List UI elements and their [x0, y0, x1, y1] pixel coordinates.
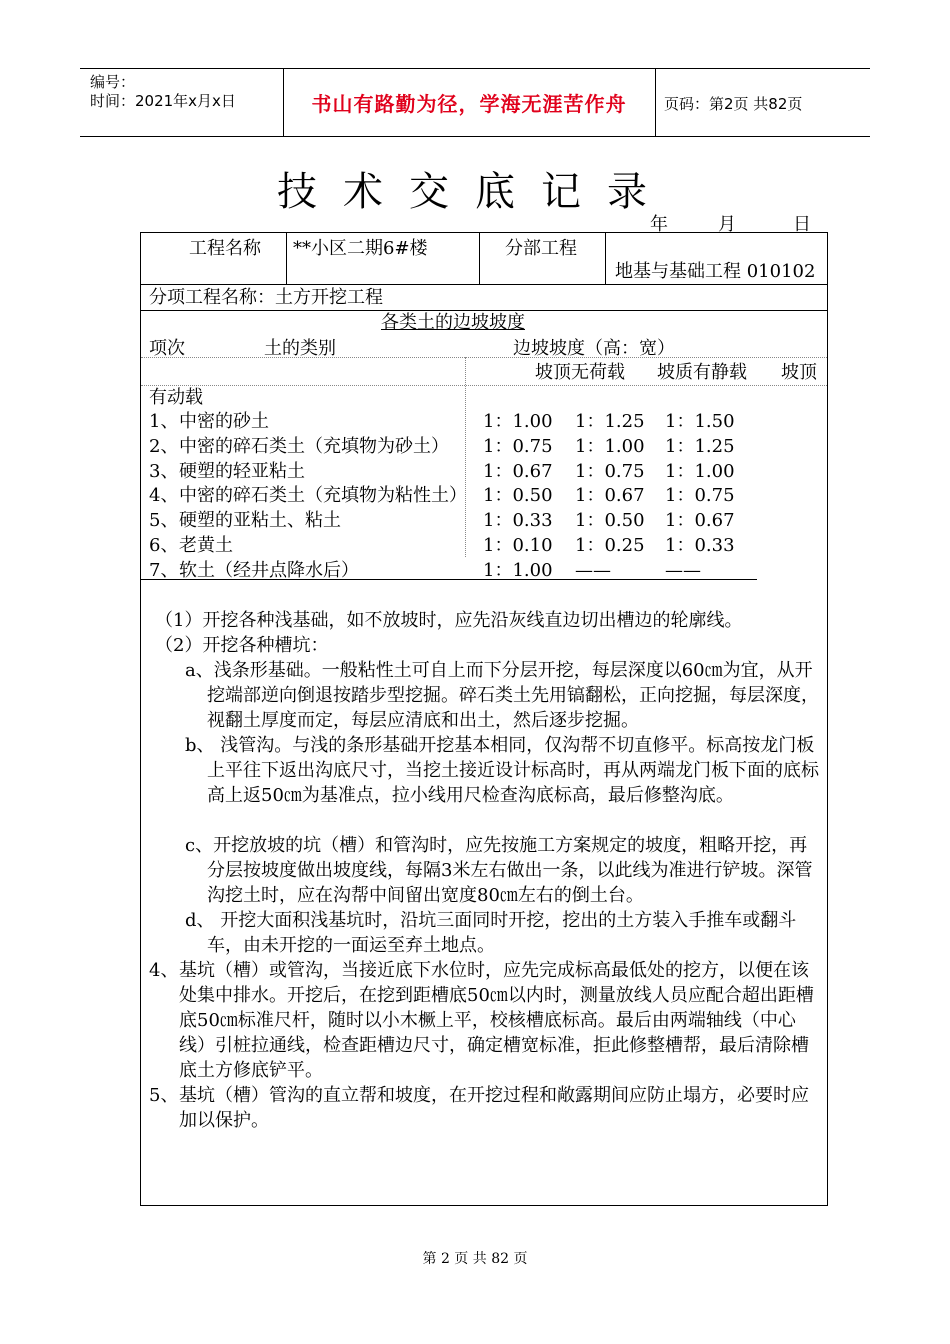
- paragraph-4-number: 4、: [149, 960, 179, 981]
- header-top-rule: [80, 68, 870, 69]
- table-dotted-rule-1: [141, 357, 827, 358]
- table-caption: 各类土的边坡坡度: [381, 312, 525, 333]
- row-soil-type: 中密的砂土: [179, 411, 269, 432]
- info-row-rule: [141, 284, 827, 285]
- row-slope-dynamic-load: 1：0.75: [665, 485, 735, 507]
- row-number: 5、: [149, 510, 179, 532]
- row-slope-static-load: 1：0.25: [575, 535, 645, 556]
- table-bottom-rule: [141, 579, 757, 580]
- row-slope-no-load: 1：0.50: [483, 485, 553, 507]
- document-title: 技术交底记录: [277, 169, 673, 215]
- row-number: 2、: [149, 435, 179, 457]
- row-number: 3、: [149, 460, 179, 482]
- date-day: 日: [793, 214, 811, 235]
- paragraph-5-number: 5、: [149, 1085, 179, 1106]
- paragraph-1: （1）开挖各种浅基础，如不放坡时，应先沿灰线直边切出槽边的轮廓线。: [155, 610, 743, 631]
- row-slope-static-load: 1：0.67: [575, 485, 645, 507]
- record-box: [140, 232, 828, 1206]
- table-col-item: 项次: [149, 338, 185, 359]
- page-footer: 第 2 页 共 82 页: [422, 1251, 528, 1267]
- sub-header-3: 坡顶: [781, 362, 817, 383]
- division-value: 地基与基础工程 010102: [615, 261, 816, 282]
- row-number: 6、: [149, 535, 179, 556]
- row-slope-no-load: 1：1.00: [483, 559, 553, 581]
- table-dotted-divider: [465, 357, 466, 557]
- paragraph-2: （2）开挖各种槽坑：: [155, 635, 329, 656]
- row-slope-static-load: 1：1.00: [575, 435, 645, 457]
- sub-header-1: 坡顶无荷载: [535, 362, 625, 383]
- row-slope-static-load: 1：0.50: [575, 510, 645, 532]
- project-name-value: **小区二期6#楼: [293, 238, 428, 259]
- row-soil-type: 中密的碎石类土（充填物为砂土）: [179, 435, 449, 457]
- row-slope-static-load: 1：0.75: [575, 460, 645, 482]
- row-slope-static-load: ——: [575, 559, 611, 581]
- paragraph-5: 基坑（槽）管沟的直立帮和坡度，在开挖过程和敞露期间应防止塌方，必要时应加以保护。: [179, 1085, 809, 1131]
- row-soil-type: 软土（经井点降水后）: [179, 559, 359, 581]
- paragraph-a: [185, 658, 825, 733]
- header-motto: 书山有路勤为径，学海无涯苦作舟: [311, 92, 627, 116]
- sub-header-2: 坡质有静载: [657, 362, 747, 383]
- row-slope-dynamic-load: 1：1.25: [665, 435, 735, 457]
- row-soil-type: 中密的碎石类土（充填物为粘性土）: [179, 485, 467, 507]
- row-soil-type: 硬塑的轻亚粘土: [179, 460, 305, 482]
- row-slope-no-load: 1：0.67: [483, 460, 553, 482]
- row-number: 1、: [149, 411, 179, 432]
- row-slope-dynamic-load: 1：0.33: [665, 535, 735, 556]
- table-col-slope: 边坡坡度（高：宽）: [513, 338, 675, 359]
- row-slope-static-load: 1：1.25: [575, 411, 645, 432]
- header-divider-right: [655, 68, 656, 136]
- header-page-label: 页码：第2页 共82页: [664, 95, 803, 113]
- paragraph-4: 基坑（槽）或管沟，当接近底下水位时，应先完成标高最低处的挖方，以便在该处集中排水。开挖后，在挖到距槽底50㎝以内时，测量放线人员应配合超出距槽底50㎝标准尺杆，随时以小木橛上平，校核槽底标高。最后由两端轴线（中心线）引桩拉通线，检查距槽边尺寸，确定槽宽标准，拒此修整槽帮，最后清除槽底土方修底铲平。: [179, 960, 814, 1081]
- info-divider-2: [479, 233, 480, 284]
- header-bottom-rule: [80, 136, 870, 137]
- paragraph-a-text: a、浅条形基础。一般粘性土可自上而下分层开挖，每层深度以60㎝为宜，从开挖端部逆向倒退按踏步型挖掘。碎石类土先用镐翻松，正向挖掘，每层深度，视翻土厚度而定，每层应清底和出土，然后逐步挖掘。: [185, 660, 819, 731]
- date-year: 年: [650, 214, 668, 235]
- row-slope-no-load: 1：0.75: [483, 435, 553, 457]
- header-number-label: 编号：: [90, 73, 136, 91]
- row-slope-no-load: 1：1.00: [483, 411, 553, 432]
- project-name-label: 工程名称: [189, 238, 261, 259]
- date-month: 月: [718, 214, 736, 235]
- row-soil-type: 老黄土: [179, 535, 233, 556]
- table-dotted-rule-2: [141, 385, 827, 386]
- row-slope-dynamic-load: 1：0.67: [665, 510, 735, 532]
- table-col-soil: 土的类别: [264, 338, 336, 359]
- row-slope-dynamic-load: 1：1.50: [665, 411, 735, 432]
- paragraph-c: [185, 833, 825, 908]
- section-label: 有动载: [149, 387, 203, 408]
- row-slope-dynamic-load: ——: [665, 559, 701, 581]
- row-slope-dynamic-load: 1：1.00: [665, 460, 735, 482]
- row-slope-no-load: 1：0.33: [483, 510, 553, 532]
- header-time-label: 时间：2021年x月x日: [90, 92, 236, 110]
- paragraph-c-text: c、开挖放坡的坑（槽）和管沟时，应先按施工方案规定的坡度，粗略开挖，再分层按坡度做出坡度线，每隔3米左右做出一条，以此线为准进行铲坡。深管沟挖土时，应在沟帮中间留出宽度80㎝左右的倒土台。: [185, 835, 813, 906]
- row-soil-type: 硬塑的亚粘土、粘土: [179, 510, 341, 532]
- info-divider-1: [286, 233, 287, 284]
- subitem-name: 分项工程名称：土方开挖工程: [149, 287, 383, 308]
- division-label: 分部工程: [505, 238, 577, 259]
- paragraph-d-text: d、 开挖大面积浅基坑时，沿坑三面同时开挖，挖出的土方装入手推车或翻斗车，由未开挖的一面运至弃土地点。: [185, 910, 797, 956]
- info-divider-3: [605, 233, 606, 284]
- row-number: 4、: [149, 485, 179, 507]
- paragraph-b: [185, 733, 825, 808]
- row-slope-no-load: 1：0.10: [483, 535, 553, 556]
- row-number: 7、: [149, 559, 179, 581]
- paragraph-b-text: b、 浅管沟。与浅的条形基础开挖基本相同，仅沟帮不切直修平。标高按龙门板上平往下返出沟底尺寸，当挖土接近设计标高时，再从两端龙门板下面的底标高上返50㎝为基准点，拉小线用尺检查沟底标高，最后修整沟底。: [185, 735, 819, 806]
- paragraph-d: [185, 908, 825, 958]
